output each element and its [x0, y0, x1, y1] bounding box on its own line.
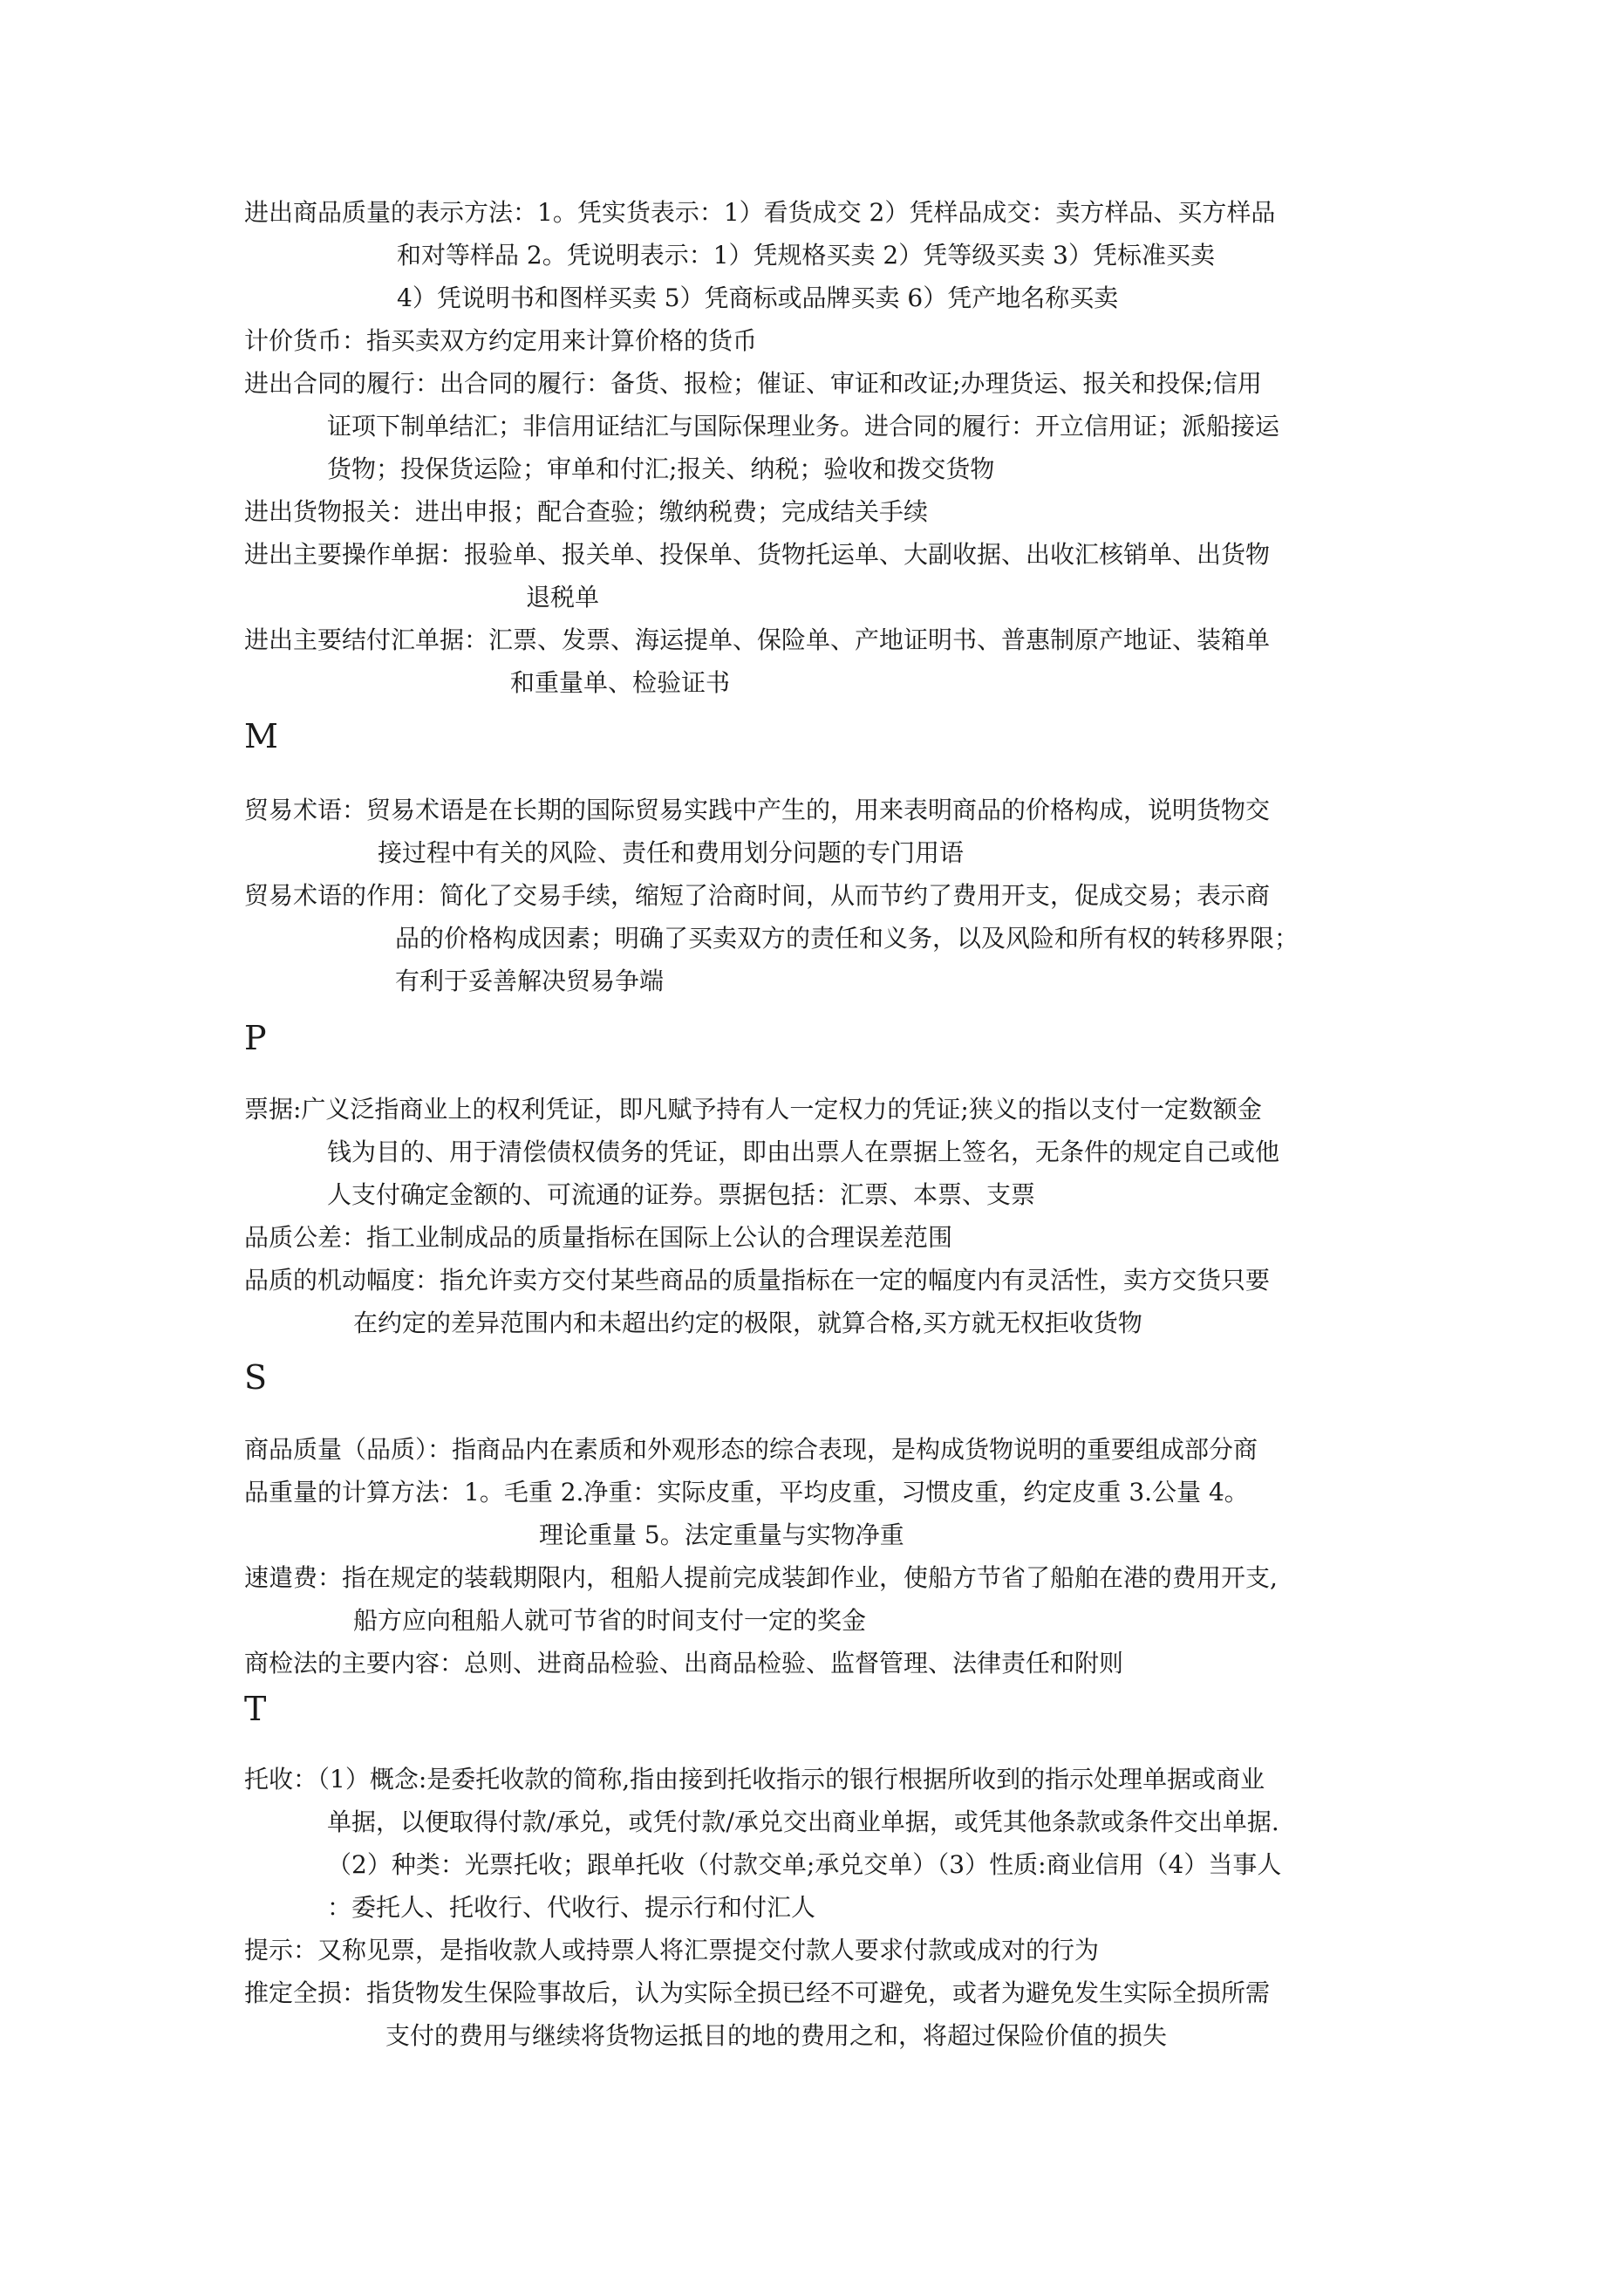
entry-collection	[244, 1758, 1413, 1929]
entry-commodity-quality	[244, 1428, 1413, 1471]
entry-line: 进出货物报关：进出申报；配合查验；缴纳税费；完成结关手续	[244, 497, 929, 526]
entry-trade-terms	[244, 789, 1413, 874]
entry-line: 进出商品质量的表示方法：1。凭实货表示：1）看货成交 2）凭样品成交：卖方样品、买方样品	[244, 198, 1276, 227]
entry-constructive-total-loss	[244, 1971, 1413, 2057]
entry-line: 进出主要操作单据：报验单、报关单、投保单、货物托运单、大副收据、出收汇核销单、出货物	[244, 540, 1271, 569]
entry-contract-performance	[244, 362, 1413, 490]
entry-quality-latitude	[244, 1259, 1413, 1344]
entry-line: 提示：又称见票，是指收款人或持票人将汇票提交付款人要求付款或成对的行为	[244, 1936, 1100, 1965]
entry-line: 贸易术语：贸易术语是在长期的国际贸易实践中产生的，用来表明商品的价格构成，说明货物交	[244, 796, 1271, 824]
entry-line: 支付的费用与继续将货物运抵目的地的费用之和，将超过保险价值的损失	[385, 2021, 1168, 2050]
entry-line: 商检法的主要内容：总则、进商品检验、出商品检验、监督管理、法律责任和附则	[244, 1649, 1124, 1678]
entry-pricing-currency	[244, 319, 1413, 362]
entry-customs-declaration	[244, 490, 1413, 533]
entry-line: 速遣费：指在规定的装载期限内，租船人提前完成装卸作业，使船方节省了船舶在港的费用开支,	[244, 1563, 1278, 1592]
section-letter-p: P	[244, 1019, 267, 1057]
section-letter-s: S	[244, 1358, 268, 1397]
entry-line: 品的价格构成因素；明确了买卖双方的责任和义务，以及风险和所有权的转移界限；	[395, 924, 1299, 953]
entry-settlement-documents	[244, 618, 1413, 704]
entry-line: 钱为目的、用于清偿债权债务的凭证，即由出票人在票据上签名，无条件的规定自己或他	[327, 1138, 1280, 1166]
entry-line: 理论重量 5。法定重量与实物净重	[539, 1520, 904, 1549]
entry-line: ：委托人、托收行、代收行、提示行和付汇人	[327, 1893, 816, 1922]
entry-line: 单据，以便取得付款/承兑，或凭付款/承兑交出商业单据，或凭其他条款或条件交出单据.	[327, 1807, 1279, 1836]
entry-inspection-law	[244, 1642, 1413, 1684]
entry-trade-terms-function	[244, 874, 1413, 1002]
entry-presentation	[244, 1929, 1413, 1971]
entry-line: 货物；投保货运险；审单和付汇;报关、纳税；验收和拨交货物	[327, 454, 995, 483]
entry-quality-expression	[244, 191, 1413, 319]
entry-line: 船方应向租船人就可节省的时间支付一定的奖金	[353, 1606, 867, 1635]
entry-line: 证项下制单结汇；非信用证结汇与国际保理业务。进合同的履行：开立信用证；派船接运	[327, 412, 1280, 441]
section-letter-m: M	[244, 717, 278, 755]
entry-line: 品质公差：指工业制成品的质量指标在国际上公认的合理误差范围	[244, 1223, 953, 1252]
entry-line: 贸易术语的作用：简化了交易手续，缩短了洽商时间，从而节约了费用开支，促成交易；表示商	[244, 881, 1271, 910]
entry-line: 品重量的计算方法：1。毛重 2.净重：实际皮重，平均皮重，习惯皮重，约定皮重 3.公量 4。	[244, 1478, 1249, 1507]
entry-operating-documents	[244, 533, 1413, 618]
entry-line: 品质的机动幅度：指允许卖方交付某些商品的质量指标在一定的幅度内有灵活性，卖方交货只要	[244, 1266, 1271, 1295]
entry-line: 接过程中有关的风险、责任和费用划分问题的专门用语	[378, 838, 965, 867]
entry-dispatch-money	[244, 1556, 1413, 1642]
entry-line: 人支付确定金额的、可流通的证券。票据包括：汇票、本票、支票	[327, 1180, 1036, 1209]
entry-line: 在约定的差异范围内和未超出约定的极限，就算合格,买方就无权拒收货物	[353, 1309, 1142, 1337]
entry-line: 4）凭说明书和图样买卖 5）凭商标或品牌买卖 6）凭产地名称买卖	[397, 284, 1119, 312]
entry-line: 进出主要结付汇单据：汇票、发票、海运提单、保险单、产地证明书、普惠制原产地证、装箱单	[244, 625, 1271, 654]
entry-line: 和对等样品 2。凭说明表示：1）凭规格买卖 2）凭等级买卖 3）凭标准买卖	[397, 241, 1215, 270]
entry-line: 进出合同的履行：出合同的履行：备货、报检；催证、审证和改证;办理货运、报关和投保;信用	[244, 369, 1262, 398]
section-letter-t: T	[244, 1690, 267, 1728]
entry-bills	[244, 1088, 1413, 1216]
entry-line: 和重量单、检验证书	[510, 668, 731, 697]
entry-line: 票据:广义泛指商业上的权利凭证，即凡赋予持有人一定权力的凭证;狭义的指以支付一定数额金	[244, 1095, 1262, 1124]
entry-line: 退税单	[526, 583, 600, 612]
entry-line: 计价货币：指买卖双方约定用来计算价格的货币	[244, 326, 758, 355]
entry-line: 商品质量（品质）：指商品内在素质和外观形态的综合表现，是构成货物说明的重要组成部分商	[244, 1435, 1258, 1464]
entry-quality-tolerance	[244, 1216, 1413, 1259]
entry-line: 有利于妥善解决贸易争端	[395, 967, 665, 995]
entry-line: 推定全损：指货物发生保险事故后，认为实际全损已经不可避免，或者为避免发生实际全损所需	[244, 1978, 1271, 2007]
entry-weight-calculation	[244, 1471, 1413, 1556]
entry-line: （2）种类：光票托收；跟单托收（付款交单;承兑交单）（3）性质:商业信用（4）当事人	[327, 1850, 1282, 1879]
entry-line: 托收：（1）概念:是委托收款的简称,指由接到托收指示的银行根据所收到的指示处理单据或商业	[244, 1765, 1265, 1794]
